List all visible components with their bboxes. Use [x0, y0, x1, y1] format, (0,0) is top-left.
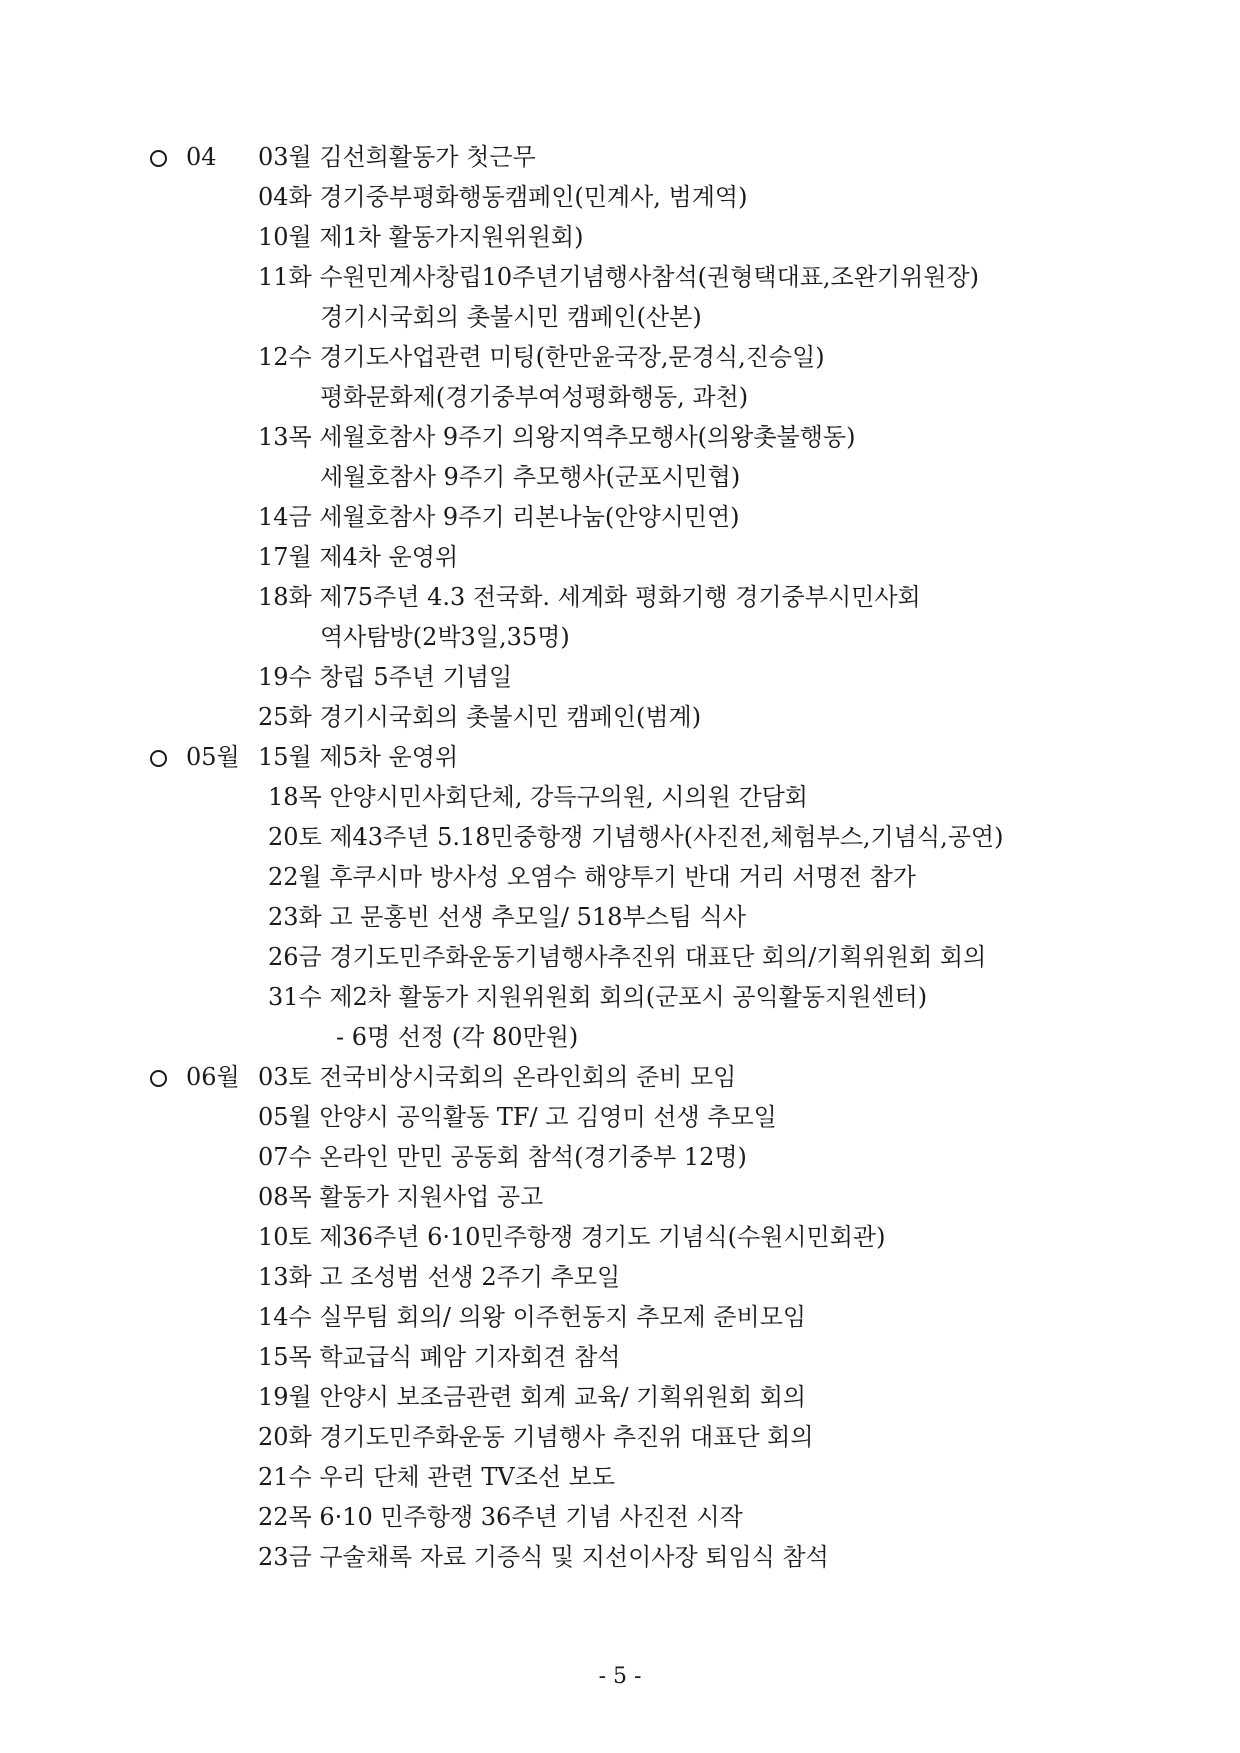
schedule-entry-continuation: 세월호참사 9주기 추모행사(군포시민협)	[320, 463, 741, 491]
schedule-entry-continuation: 역사탐방(2박3일,35명)	[320, 623, 570, 651]
section-month-label: 05월	[186, 743, 240, 771]
schedule-entry: 20토 제43주년 5.18민중항쟁 기념행사(사진전,체험부스,기념식,공연)	[268, 823, 1004, 851]
schedule-entry: 05월 안양시 공익활동 TF/ 고 김영미 선생 추모일	[258, 1103, 777, 1131]
schedule-entry: 20화 경기도민주화운동 기념행사 추진위 대표단 회의	[258, 1423, 814, 1451]
schedule-entry: 18목 안양시민사회단체, 강득구의원, 시의원 간담회	[268, 783, 808, 811]
schedule-entry: 15월 제5차 운영위	[258, 743, 459, 771]
schedule-entry: 26금 경기도민주화운동기념행사추진위 대표단 회의/기획위원회 회의	[268, 943, 987, 971]
schedule-entry: 03토 전국비상시국회의 온라인회의 준비 모임	[258, 1063, 737, 1091]
schedule-entry: 23금 구술채록 자료 기증식 및 지선이사장 퇴임식 참석	[258, 1543, 829, 1571]
section-month-label: 06월	[186, 1063, 240, 1091]
schedule-entry-continuation: 경기시국회의 촛불시민 캠페인(산본)	[320, 303, 702, 331]
schedule-entry: 19수 창립 5주년 기념일	[258, 663, 513, 691]
circle-bullet-icon	[150, 150, 167, 167]
schedule-entry: 14수 실무팀 회의/ 의왕 이주헌동지 추모제 준비모임	[258, 1303, 807, 1331]
schedule-entry: 23화 고 문홍빈 선생 추모일/ 518부스팀 식사	[268, 903, 746, 931]
schedule-entry: 15목 학교급식 폐암 기자회견 참석	[258, 1343, 621, 1371]
schedule-entry: 13화 고 조성범 선생 2주기 추모일	[258, 1263, 621, 1291]
schedule-entry: 10토 제36주년 6·10민주항쟁 경기도 기념식(수원시민회관)	[258, 1223, 886, 1251]
schedule-entry: 13목 세월호참사 9주기 의왕지역추모행사(의왕촛불행동)	[258, 423, 856, 451]
schedule-entry: 10월 제1차 활동가지원위원회)	[258, 223, 584, 251]
schedule-entry: 17월 제4차 운영위	[258, 543, 459, 571]
schedule-entry: 14금 세월호참사 9주기 리본나눔(안양시민연)	[258, 503, 740, 531]
schedule-entry: 22월 후쿠시마 방사성 오염수 해양투기 반대 거리 서명전 참가	[268, 863, 916, 891]
schedule-entry: 04화 경기중부평화행동캠페인(민계사, 범계역)	[258, 183, 748, 211]
schedule-entry: 11화 수원민계사창립10주년기념행사참석(권형택대표,조완기위원장)	[258, 263, 980, 291]
schedule-entry: 08목 활동가 지원사업 공고	[258, 1183, 544, 1211]
schedule-entry: 25화 경기시국회의 촛불시민 캠페인(범계)	[258, 703, 702, 731]
schedule-entry: 22목 6·10 민주항쟁 36주년 기념 사진전 시작	[258, 1503, 743, 1531]
section-month-label: 04	[186, 143, 217, 171]
schedule-entry: 03월 김선희활동가 첫근무	[258, 143, 536, 171]
schedule-entry: 19월 안양시 보조금관련 회계 교육/ 기획위원회 회의	[258, 1383, 807, 1411]
schedule-entry: 12수 경기도사업관련 미팅(한만윤국장,문경식,진승일)	[258, 343, 825, 371]
circle-bullet-icon	[150, 750, 167, 767]
schedule-entry: 07수 온라인 만민 공동회 참석(경기중부 12명)	[258, 1143, 747, 1171]
circle-bullet-icon	[150, 1070, 167, 1087]
schedule-entry: 31수 제2차 활동가 지원위원회 회의(군포시 공익활동지원센터)	[268, 983, 928, 1011]
page-number: - 5 -	[598, 1664, 642, 1689]
schedule-entry-continuation: - 6명 선정 (각 80만원)	[336, 1023, 579, 1051]
schedule-entry: 18화 제75주년 4.3 전국화. 세계화 평화기행 경기중부시민사회	[258, 583, 921, 611]
schedule-entry-continuation: 평화문화제(경기중부여성평화행동, 과천)	[320, 383, 749, 411]
schedule-entry: 21수 우리 단체 관련 TV조선 보도	[258, 1463, 616, 1491]
